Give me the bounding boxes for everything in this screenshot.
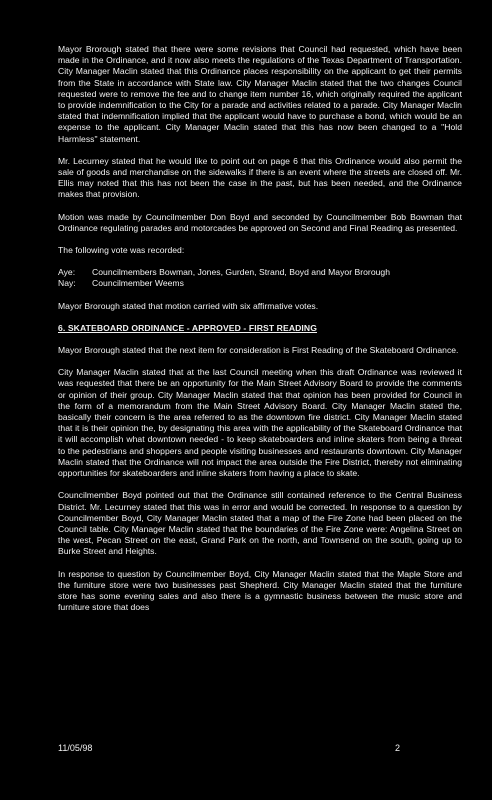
paragraph-revisions: Mayor Brorough stated that there were some revisions that Council had requested, which have been made in the Ordinance, and it now also meets the regulations of the Texas Department of Transportation. City Manager Maclin stated that this Ordinance places responsibility on the applicant to get their permits from the State in accordance with State law. City Manager Maclin stated that the two changes Council requested were to remove the fee and to change item number 16, which originally required the applicant to provide indemnification to the City for a parade and activities related to a parade. City Manager Maclin stated that indemnification implied that the applicant would have to purchase a bond, which would be an expense to the applicant. City Manager Maclin stated that this has now been changed to a "Hold Harmless" statement. [58, 44, 462, 144]
document-body [58, 44, 462, 613]
vote-nay-line [58, 278, 462, 289]
vote-aye-text: Councilmembers Bowman, Jones, Gurden, Strand, Boyd and Mayor Brorough [92, 267, 391, 278]
vote-nay-text: Councilmember Weems [92, 278, 184, 289]
paragraph-main-street-board: City Manager Maclin stated that at the last Council meeting when this draft Ordinance was reviewed it was requested that there be an opportunity for the Main Street Advisory Board to provide the comments or opinion of their group. City Manager Maclin stated that that opinion has been provided for Council in the form of a memorandum from the Main Street Advisory Board. City Manager Maclin stated the, basically their concern is the area referred to as the downtown fire district. City Manager Maclin stated that it is their opinion the, by designating this area with the applicability of the Skateboard Ordinance that it will accomplish what downtown needed - to keep skateboarders and inline skaters from being a threat to the pedestrians and shoppers and people visiting businesses and restaurants downtown. City Manager Maclin stated that the Ordinance will not impact the area outside the Fire District, thereby not eliminating opportunities for skateboarders and inline skaters from having a place to skate. [58, 367, 462, 479]
vote-nay-label: Nay: [58, 278, 76, 289]
paragraph-motion: Motion was made by Councilmember Don Boyd and seconded by Councilmember Bob Bowman that Ordinance regulating parades and motorcades be approved on Second and Final Reading as presented. [58, 211, 462, 233]
footer-page-number: 2 [395, 743, 401, 753]
vote-aye-line [58, 267, 462, 278]
paragraph-vote-intro: The following vote was recorded: [58, 245, 185, 256]
paragraph-skateboard-intro: Mayor Brorough stated that the next item for consideration is First Reading of the Skateboard Ordinance. [58, 345, 459, 356]
paragraph-vote-result: Mayor Brorough stated that motion carried with six affirmative votes. [58, 300, 319, 311]
vote-aye-label: Aye: [58, 267, 76, 278]
footer-date: 11/05/98 [58, 743, 93, 753]
paragraph-businesses: In response to question by Councilmember Boyd, City Manager Maclin stated that the Maple Store and the furniture store were two businesses past Shepherd. City Manager Maclin stated that the furniture store has some evening sales and also there is a gymnastic business between the music store and furniture store that does [58, 568, 462, 613]
paragraph-fire-zone: Councilmember Boyd pointed out that the Ordinance still contained reference to the Central Business District. Mr. Lecurney stated that this was in error and would be corrected. In response to a question by Councilmember Boyd, City Manager Maclin stated that a map of the Fire Zone had been placed on the Council table. City Manager Maclin stated that the boundaries of the Fire Zone were: Angelina Street on the west, Pecan Street on the east, Grand Park on the north, and Townsend on the south, going up to Burke Street and Heights. [58, 490, 462, 557]
paragraph-sidewalk-sales: Mr. Lecurney stated that he would like to point out on page 6 that this Ordinance would also permit the sale of goods and merchandise on the sidewalks if there is an event where the streets are closed off. Mr. Ellis may noted that this has not been the case in the past, but has been needed, and the Ordinance makes that provision. [58, 155, 462, 200]
section-heading: 6. SKATEBOARD ORDINANCE - APPROVED - FIRST READING [58, 322, 318, 333]
